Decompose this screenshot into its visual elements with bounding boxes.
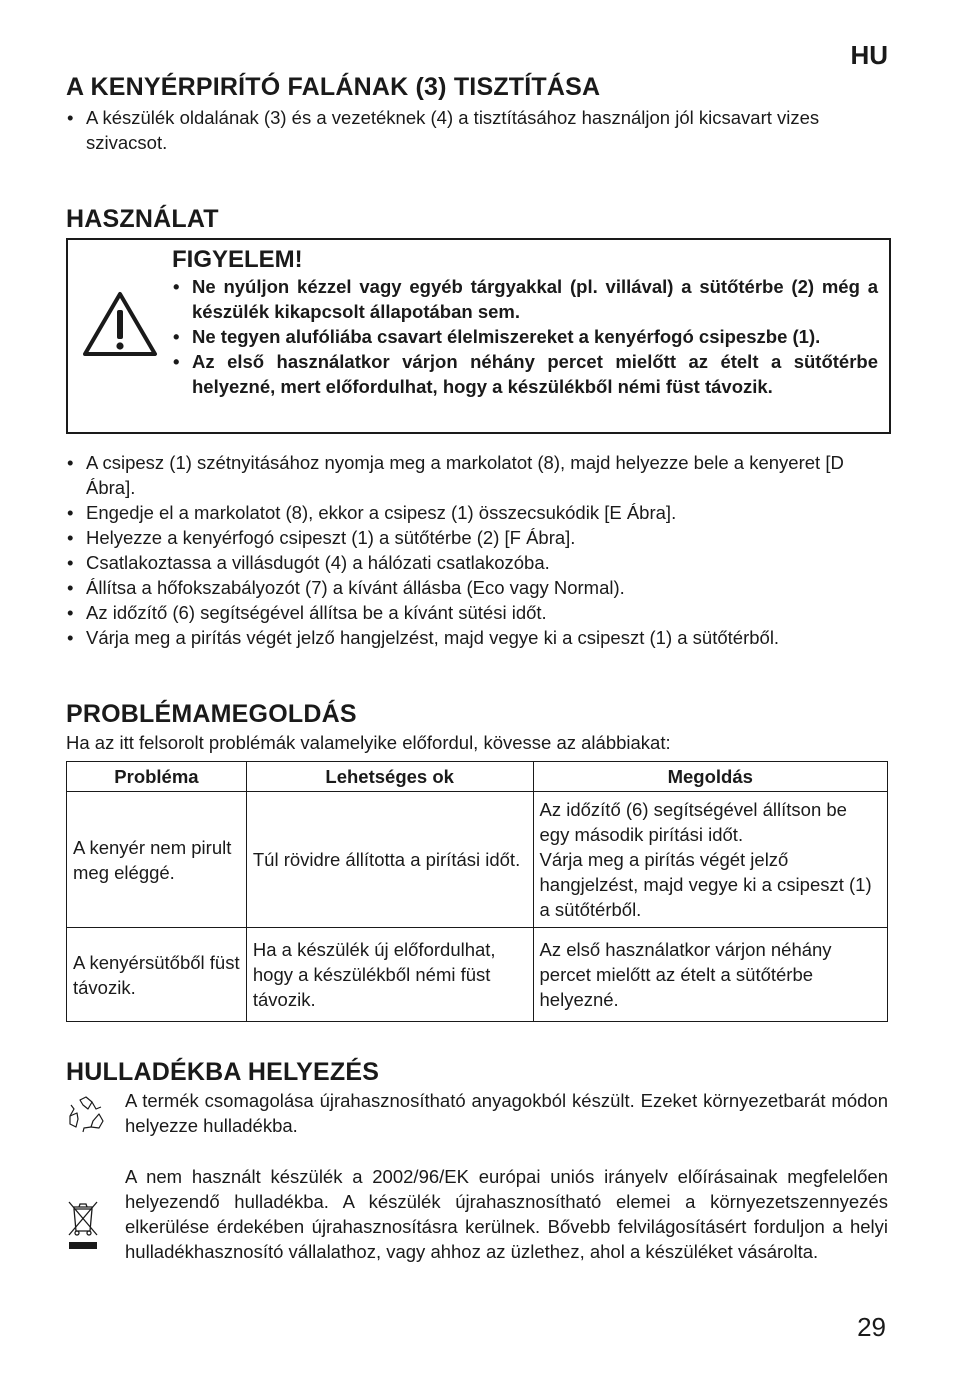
warning-item: • Ne tegyen alufóliába csavart élelmiszereket a kenyérfogó csipeszbe (1).	[172, 324, 878, 349]
table-cell-cause: Ha a készülék új előfordulhat, hogy a készülékből némi füst távozik.	[246, 928, 533, 1022]
table-header-problem: Probléma	[67, 762, 247, 792]
table-cell-problem: A kenyérsütőből füst távozik.	[67, 928, 247, 1022]
disposal-section-title: HULLADÉKBA HELYEZÉS	[66, 1058, 380, 1086]
warning-item: • Az első használatkor várjon néhány percet mielőtt az ételt a sütőtérbe helyezné, mert előfordulhat, hogy a készülékből némi füst távozik.	[172, 349, 878, 399]
table-row	[67, 792, 888, 928]
solution-line: Várja meg a pirítás végét jelző hangjelzést, majd vegye ki a csipeszt (1) a sütőtérből.	[539, 849, 872, 920]
table-cell-cause: Túl rövidre állította a pirítási időt.	[246, 792, 533, 928]
crossed-bin-icon	[66, 1198, 100, 1259]
table-header-cause: Lehetséges ok	[246, 762, 533, 792]
usage-step: • A csipesz (1) szétnyitásához nyomja meg a markolatot (8), majd helyezze bele a kenyeret [D Ábra].	[66, 450, 888, 500]
troubleshooting-section-title: PROBLÉMAMEGOLDÁS	[66, 700, 357, 728]
table-cell-problem: A kenyér nem pirult meg eléggé.	[67, 792, 247, 928]
solution-line: Az első használatkor várjon néhány percet mielőtt az ételt a sütőtérbe helyezné.	[539, 939, 832, 1010]
recycle-icon	[66, 1094, 106, 1139]
table-row	[67, 928, 888, 1022]
troubleshooting-intro: Ha az itt felsorolt problémák valamelyike előfordul, kövesse az alábbiakat:	[66, 732, 671, 753]
table-header-row	[67, 762, 888, 792]
usage-steps-list	[66, 450, 888, 650]
cleaning-section-title: A KENYÉRPIRÍTÓ FALÁNAK (3) TISZTÍTÁSA	[66, 73, 601, 101]
packaging-disposal-text: A termék csomagolása újrahasznosítható anyagokból készült. Ezeket környezetbarát módon helyezze hulladékba.	[125, 1090, 888, 1136]
warning-box	[66, 238, 891, 434]
usage-step: • Engedje el a markolatot (8), ekkor a csipesz (1) összecsukódik [E Ábra].	[66, 500, 888, 525]
usage-step: • Várja meg a pirítás végét jelző hangjelzést, majd vegye ki a csipeszt (1) a sütőtérből.	[66, 625, 888, 650]
cleaning-item: • A készülék oldalának (3) és a vezetéknek (4) a tisztításához használjon jól kicsavart vizes szivacsot.	[66, 105, 888, 155]
warning-triangle-icon	[82, 290, 158, 363]
warning-item: • Ne nyúljon kézzel vagy egyéb tárgyakkal (pl. villával) a sütőtérbe (2) még a készülék kikapcsolt állapotában sem.	[172, 274, 878, 324]
table-cell-solution	[533, 792, 888, 928]
table-cell-solution	[533, 928, 888, 1022]
troubleshooting-table	[66, 761, 888, 1022]
usage-section-title: HASZNÁLAT	[66, 205, 219, 233]
usage-step: • Állítsa a hőfokszabályozót (7) a kívánt állásba (Eco vagy Normal).	[66, 575, 888, 600]
weee-disposal-text: A nem használt készülék a 2002/96/EK európai uniós irányelv előírásainak megfelelően helyezendő hulladékba. A készülék újrahasznosítható elemei a környezetszennyezés elkerülése érdekében újrahasznosításra kerülnek. Bővebb felvilágosításért forduljon a helyi hulladékhasznosító vállalathoz, vagy ahhoz az üzlethez, ahol a készüléket vásárolta.	[125, 1166, 888, 1262]
solution-line: Az időzítő (6) segítségével állítson be egy második pirítási időt.	[539, 799, 847, 845]
usage-step: • Helyezze a kenyérfogó csipeszt (1) a sütőtérbe (2) [F Ábra].	[66, 525, 888, 550]
table-header-solution: Megoldás	[533, 762, 888, 792]
cleaning-list	[66, 105, 888, 155]
warning-title: FIGYELEM!	[172, 246, 303, 273]
warning-list	[172, 274, 878, 399]
usage-step: • Az időzítő (6) segítségével állítsa be a kívánt sütési időt.	[66, 600, 888, 625]
language-code: HU	[850, 40, 888, 70]
page-number: 29	[857, 1312, 886, 1342]
usage-step: • Csatlakoztassa a villásdugót (4) a hálózati csatlakozóba.	[66, 550, 888, 575]
